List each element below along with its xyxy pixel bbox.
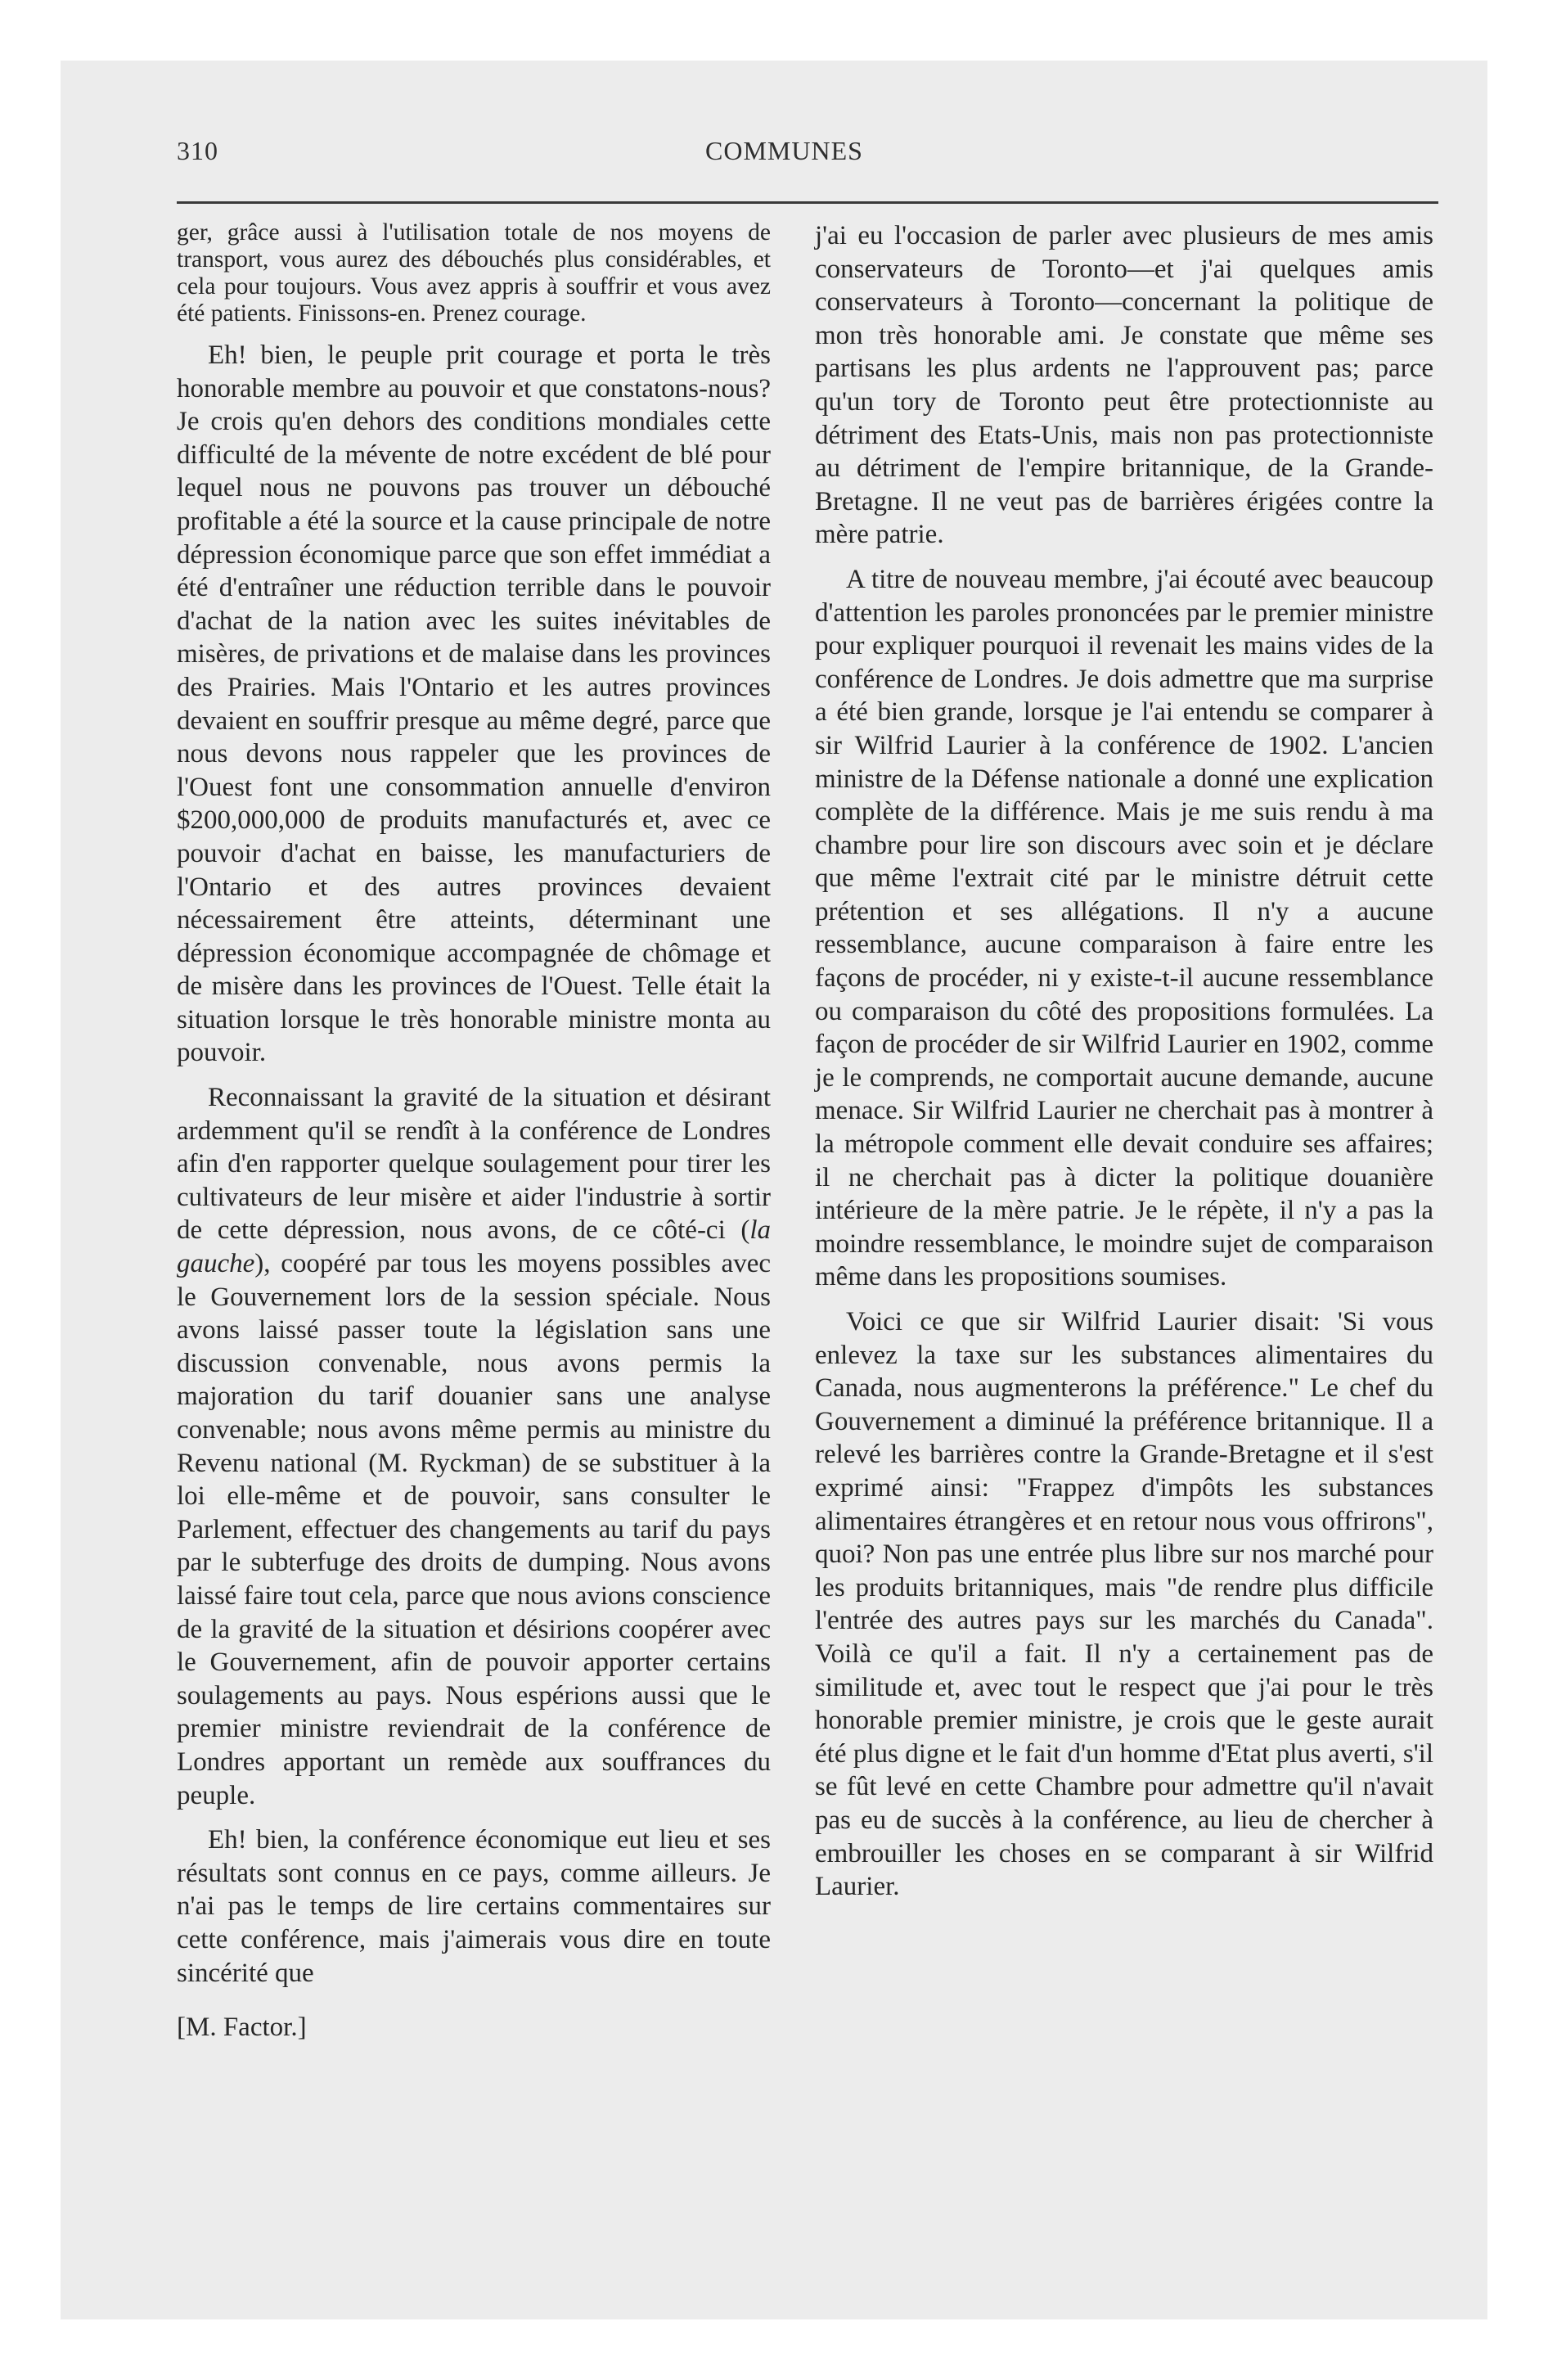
paragraph	[177, 1081, 771, 1812]
speaker-attribution: [M. Factor.]	[177, 2013, 307, 2043]
page-number: 310	[177, 136, 218, 165]
paragraph-continued: j'ai eu l'occasion de parler avec plusieurs de mes amis conservateurs de Toronto—et j'ai quelques amis conservateurs à Toronto—concernant la politique de mon très honorable ami. Je constate que même ses partisans les plus ardents ne l'approuvent pas; parce qu'un tory de Toronto peut être protectionniste au détriment des Etats-Unis, mais non pas protectionniste au détriment de l'empire britannique, de la Grande-Bretagne. Il ne veut pas de barrières érigées contre la mère patrie.	[815, 221, 1433, 550]
paragraph-continued: ger, grâce aussi à l'utilisation totale de nos moyens de transport, vous aurez des débouchés plus considérables, et cela pour toujours. Vous avez appris à souffrir et vous avez été patients. Finissons-en. Prenez courage.	[177, 219, 771, 327]
page-title: COMMUNES	[705, 136, 863, 165]
left-column	[177, 219, 771, 2044]
header-rule	[177, 201, 1438, 204]
text-run: ), coopéré par tous les moyens possibles avec le Gouvernement lors de la session spéciale. Nous avons laissé passer toute la législation sans une discussion convenable, nous avons permis la majoration du tarif douanier sans une analyse convenable; nous avons même permis au ministre du Revenu national (M. Ryckman) de se substituer à la loi elle-même et de pouvoir, sans consulter le Parlement, effectuer des changements au tarif du pays par le subterfuge des droits de dumping. Nous avons laissé faire tout cela, parce que nous avions conscience de la gravité de la situation et désirions coopérer avec le Gouvernement, afin de pouvoir apporter certains soulagements au pays. Nous espérions aussi que le premier ministre reviendrait de la conférence de Londres apportant un remède aux souffrances du peuple.	[177, 1249, 771, 1810]
paragraph: Eh! bien, la conférence économique eut lieu et ses résultats sont connus en ce pays, comme ailleurs. Je n'ai pas le temps de lire certains commentaires sur cette conférence, mais j'aimerais vous dire en toute sincérité que	[177, 1825, 771, 1988]
italic-aside: la gauche	[177, 1215, 771, 1279]
paragraph: Voici ce que sir Wilfrid Laurier disait: 'Si vous enlevez la taxe sur les substances alimentaires du Canada, nous augmenterons la préférence." Le chef du Gouvernement a diminué la préférence britannique. Il a relevé les barrières contre la Grande-Bretagne et il s'est exprimé ainsi: "Frappez d'impôts les substances alimentaires étrangères et en retour nous vous offrirons", quoi? Non pas une entrée plus libre sur nos marché pour les produits britanniques, mais "de rendre plus difficile l'entrée des autres pays sur les marchés du Canada". Voilà ce qu'il a fait. Il n'y a certainement pas de similitude et, avec tout le respect que j'ai pour le très honorable premier ministre, je crois que le geste aurait été plus digne et le fait d'un homme d'Etat plus averti, s'il se fût levé en cette Chambre pour admettre qu'il n'avait pas eu de succès à la conférence, au lieu de chercher à embrouiller les choses en se comparant à sir Wilfrid Laurier.	[815, 1307, 1433, 1902]
paragraph: A titre de nouveau membre, j'ai écouté avec beaucoup d'attention les paroles prononcées par le premier ministre pour expliquer pourquoi il revenait les mains vides de la conférence de Londres. Je dois admettre que ma surprise a été bien grande, lorsque je l'ai entendu se comparer à sir Wilfrid Laurier à la conférence de 1902. L'ancien ministre de la Défense nationale a donné une explication complète de la différence. Mais je me suis rendu à ma chambre pour lire son discours avec soin et je déclare que même l'extrait cité par le ministre détruit cette prétention et ses allégations. Il n'y a aucune ressemblance, aucune comparaison à faire entre les façons de procéder, ni y existe-t-il aucune ressemblance ou comparaison du côté des propositions formulées. La façon de procéder de sir Wilfrid Laurier en 1902, comme je le comprends, ne comportait aucune demande, aucune menace. Sir Wilfrid Laurier ne cherchait pas à montrer à la métropole comment elle devait conduire ses affaires; il ne cherchait pas à dicter la politique douanière intérieure de la mère patrie. Je le répète, il n'y a pas la moindre ressemblance, le moindre sujet de comparaison même dans les propositions soumises.	[815, 564, 1433, 1292]
paragraph: Eh! bien, le peuple prit courage et porta le très honorable membre au pouvoir et que constatons-nous? Je crois qu'en dehors des conditions mondiales cette difficulté de la mévente de notre excédent de blé pour lequel nous ne pouvons pas trouver un débouché profitable a été la source et la cause principale de notre dépression économique parce que son effet immédiat a été d'entraîner une réduction terrible dans le pouvoir d'achat de la nation avec les suites inévitables de misères, de privations et de malaise dans les provinces des Prairies. Mais l'Ontario et les autres provinces devaient en souffrir presque au même degré, parce que nous devons nous rappeler que les provinces de l'Ouest font une consommation annuelle d'environ $200,000,000 de produits manufacturés et, avec ce pouvoir d'achat en baisse, les manufacturiers de l'Ontario et des autres provinces devaient nécessairement être atteints, déterminant une dépression économique accompagnée de chômage et de misère dans les provinces de l'Ouest. Telle était la situation lorsque le très honorable ministre monta au pouvoir.	[177, 340, 771, 1068]
text-run: Reconnaissant la gravité de la situation et désirant ardemment qu'il se rendît à la conférence de Londres afin d'en rapporter quelque soulagement pour tirer les cultivateurs de leur misère et aider l'industrie à sortir de cette dépression, nous avons, de ce côté-ci (	[177, 1083, 771, 1246]
right-column	[815, 219, 1433, 1904]
